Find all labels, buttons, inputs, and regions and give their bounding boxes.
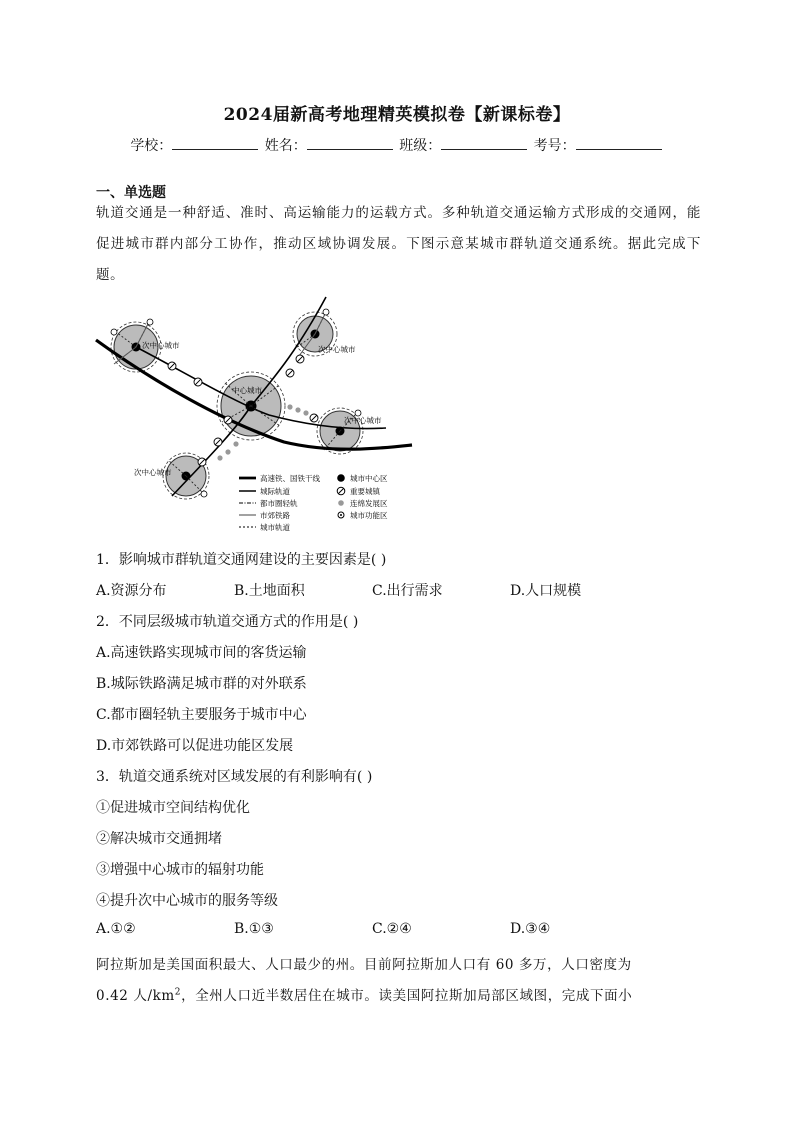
legend-metro-light: 都市圈轻轨: [260, 499, 298, 508]
q3-item-1: ①促进城市空间结构优化: [96, 800, 250, 816]
q1-options: [96, 580, 696, 600]
q3-option-c[interactable]: C.②④: [372, 921, 412, 937]
q2-option-c[interactable]: C.都市圈轻轨主要服务于城市中心: [96, 707, 307, 723]
q2-stem: 2．不同层级城市轨道交通方式的作用是( ): [96, 614, 359, 630]
legend-suburban: 市郊铁路: [260, 511, 290, 520]
q1-option-d[interactable]: D.人口规模: [510, 583, 582, 599]
passage-2-rest: ，全州人口近半数居住在城市。读美国阿拉斯加局部区域图，完成下面小: [181, 988, 633, 1004]
legend-corridor: 连绵发展区: [350, 499, 388, 508]
legend-function-zone: 城市功能区: [350, 511, 388, 520]
q1-option-b[interactable]: B.土地面积: [234, 583, 305, 599]
legend-hsr: 高速铁、国铁干线: [260, 474, 320, 483]
q1-option-a[interactable]: A.资源分布: [96, 583, 167, 599]
q3-stem: 3．轨道交通系统对区域发展的有利影响有( ): [96, 769, 373, 785]
q1-option-c[interactable]: C.出行需求: [372, 583, 443, 599]
q3-item-4: ④提升次中心城市的服务等级: [96, 893, 278, 909]
label-center: 中心城市: [232, 386, 262, 395]
exam-title: 2024届新高考地理精英模拟卷【新课标卷】: [223, 105, 571, 125]
q2-option-a[interactable]: A.高速铁路实现城市间的客货运输: [96, 645, 307, 661]
passage-2-line-2: [96, 984, 632, 1004]
student-info-row: [0, 135, 794, 155]
label-sub-left: 次中心城市: [142, 341, 180, 350]
passage-1: 轨道交通是一种舒适、准时、高运输能力的运载方式。多种轨道交通运输方式形成的交通网，能促进城市群内部分工协作，推动区域协调发展。下图示意某城市群轨道交通系统。据此完成下题。: [96, 205, 701, 283]
rail-system-figure: [94, 292, 424, 532]
label-sub-top-right: 次中心城市: [318, 345, 356, 354]
q2-option-b[interactable]: B.城际铁路满足城市群的对外联系: [96, 676, 307, 692]
q3-option-a[interactable]: A.①②: [96, 921, 136, 937]
label-sub-right: 次中心城市: [344, 416, 382, 425]
passage-2-density: 0.42 人/km: [96, 988, 175, 1004]
class-label: 班级：: [399, 138, 442, 154]
q3-item-3: ③增强中心城市的辐射功能: [96, 862, 264, 878]
q1-stem: 1．影响城市群轨道交通网建设的主要因素是( ): [96, 552, 387, 568]
q2-option-d[interactable]: D.市郊铁路可以促进功能区发展: [96, 738, 294, 754]
section-title: 一、单选题: [96, 185, 166, 201]
figure-legend: [239, 473, 388, 532]
name-label: 姓名：: [264, 138, 307, 154]
exam-no-blank[interactable]: [576, 135, 662, 150]
legend-city-center: 城市中心区: [350, 474, 388, 483]
q3-option-d[interactable]: D.③④: [510, 921, 551, 937]
legend-urban: 城市轨道: [260, 523, 290, 532]
class-blank[interactable]: [441, 135, 527, 150]
legend-key-town: 重要城镇: [350, 487, 380, 496]
legend-intercity: 城际轨道: [260, 487, 290, 496]
q3-options: [96, 921, 696, 937]
passage-2-superscript: 2: [174, 987, 182, 998]
school-label: 学校：: [130, 138, 173, 154]
label-sub-bottom-left: 次中心城市: [134, 468, 172, 477]
q3-option-b[interactable]: B.①③: [234, 921, 274, 937]
passage-2-line-1: 阿拉斯加是美国面积最大、人口最少的州。目前阿拉斯加人口有 60 多万，人口密度为: [96, 957, 632, 973]
q3-item-2: ②解决城市交通拥堵: [96, 831, 222, 847]
name-blank[interactable]: [307, 135, 393, 150]
school-blank[interactable]: [172, 135, 258, 150]
exam-no-label: 考号：: [533, 138, 576, 154]
